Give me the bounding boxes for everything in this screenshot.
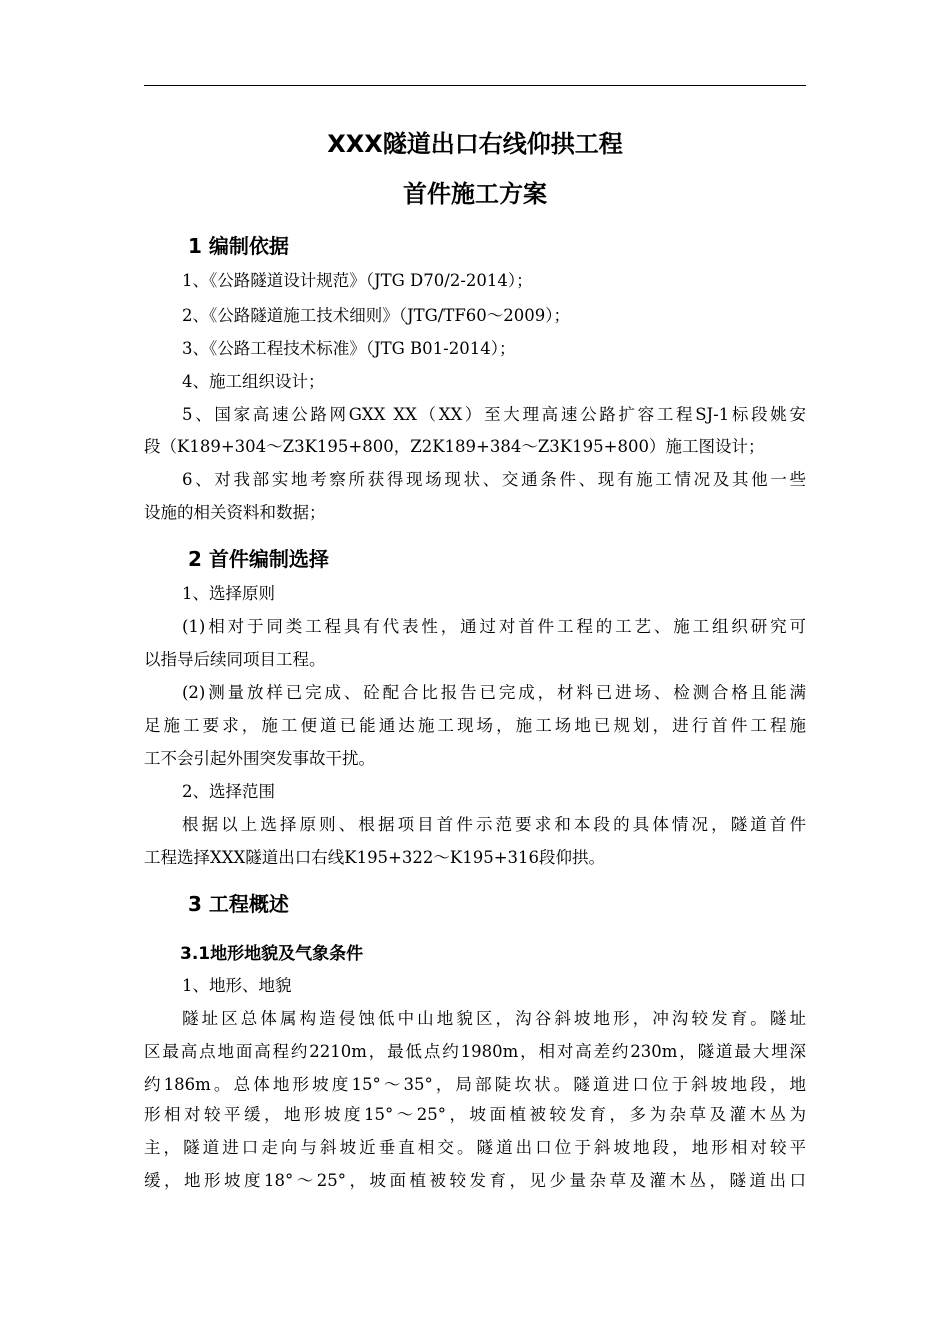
paragraph-line: 工程选择XXX隧道出口右线K195+322～K195+316段仰拱。 [144, 848, 606, 867]
paragraph-line: 段（K189+304～Z3K195+800，Z2K189+384～Z3K195+800）施工图设计； [144, 437, 765, 456]
paragraph-line: 1、地形、地貌 [182, 976, 292, 995]
section-3-heading: 3 工程概述 [188, 892, 289, 916]
paragraph-line: 约186m。总体地形坡度15°～35°，局部陡坎状。隧道进口位于斜坡地段，地 [144, 1075, 806, 1094]
paragraph-line: 5、国家高速公路网GXX XX（XX）至大理高速公路扩容工程SJ-1标段姚安 [182, 405, 806, 424]
paragraph-line: 2、《公路隧道施工技术细则》（JTG/TF60～2009）； [182, 306, 571, 325]
paragraph-line: 2、选择范围 [182, 782, 275, 801]
section-3-1-heading: 3.1地形地貌及气象条件 [180, 944, 364, 964]
paragraph-line: 以指导后续同项目工程。 [144, 650, 326, 669]
paragraph-line: (2)测量放样已完成、砼配合比报告已完成，材料已进场、检测合格且能满 [182, 683, 806, 702]
paragraph-line: 形相对较平缓，地形坡度15°～25°，坡面植被较发育，多为杂草及灌木丛为 [144, 1105, 806, 1124]
paragraph-line: 3、《公路工程技术标准》（JTG B01-2014）； [182, 339, 516, 358]
paragraph-line: 根据以上选择原则、根据项目首件示范要求和本段的具体情况，隧道首件 [182, 815, 806, 834]
paragraph-line: 区最高点地面高程约2210m，最低点约1980m，相对高差约230m，隧道最大埋深 [144, 1042, 806, 1061]
paragraph-line: 主，隧道进口走向与斜坡近垂直相交。隧道出口位于斜坡地段，地形相对较平 [144, 1138, 806, 1157]
header-rule [144, 85, 806, 86]
paragraph-line: 1、《公路隧道设计规范》（JTG D70/2-2014）； [182, 271, 533, 290]
doc-subtitle: 首件施工方案 [403, 180, 547, 208]
paragraph-line: 足施工要求，施工便道已能通达施工现场，施工场地已规划，进行首件工程施 [144, 716, 806, 735]
section-2-heading: 2 首件编制选择 [188, 547, 329, 571]
paragraph-line: 6、对我部实地考察所获得现场现状、交通条件、现有施工情况及其他一些 [182, 470, 806, 489]
paragraph-line: 缓，地形坡度18°～25°，坡面植被较发育，见少量杂草及灌木丛，隧道出口 [144, 1171, 806, 1190]
paragraph-line: 隧址区总体属构造侵蚀低中山地貌区，沟谷斜坡地形，冲沟较发育。隧址 [182, 1009, 806, 1028]
section-1-heading: 1 编制依据 [188, 234, 289, 258]
paragraph-line: 1、选择原则 [182, 584, 275, 603]
paragraph-line: 4、施工组织设计； [182, 372, 325, 391]
doc-title: XXX隧道出口右线仰拱工程 [327, 130, 623, 158]
paragraph-line: 工不会引起外围突发事故干扰。 [144, 749, 375, 768]
paragraph-line: (1)相对于同类工程具有代表性，通过对首件工程的工艺、施工组织研究可 [182, 617, 806, 636]
paragraph-line: 设施的相关资料和数据； [144, 503, 326, 522]
